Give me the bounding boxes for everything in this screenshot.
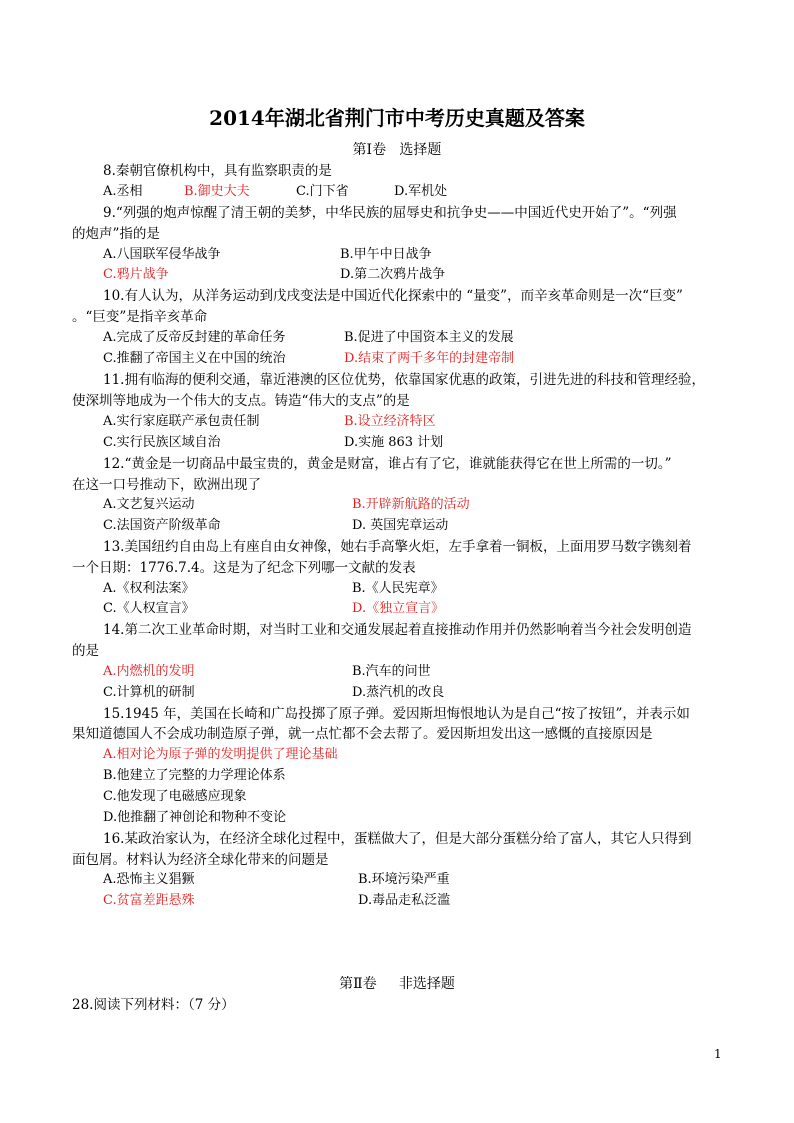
question-8-option-b: B.御史大夫 xyxy=(184,184,250,199)
question-13-option-b: B.《人民宪章》 xyxy=(352,581,444,596)
question-13-option-d: D.《独立宣言》 xyxy=(352,601,445,616)
question-11-option-c: C.实行民族区域自治 xyxy=(103,435,221,450)
question-14-option-c: C.计算机的研制 xyxy=(103,685,195,700)
question-14-option-d: D.蒸汽机的改良 xyxy=(352,685,445,700)
question-16-stem-cont: 面包屑。材料认为经济全球化带来的问题是 xyxy=(72,852,329,868)
page-number: 1 xyxy=(714,1047,722,1061)
question-16-option-d: D.毒品走私泛滥 xyxy=(358,893,451,908)
question-8-option-c: C.门下省 xyxy=(296,184,349,199)
question-15-option-a: A.相对论为原子弹的发明提供了理论基础 xyxy=(103,747,338,762)
question-14-option-a: A.内燃机的发明 xyxy=(103,664,195,679)
question-10-option-b: B.促进了中国资本主义的发展 xyxy=(344,330,514,345)
question-12-stem: 12.“黄金是一切商品中最宝贵的，黄金是财富，谁占有了它，谁就能获得它在世上所需的一切。” xyxy=(103,456,672,472)
section-heading-1: 第Ⅰ卷 选择题 xyxy=(352,142,442,158)
question-9-option-a: A.八国联军侵华战争 xyxy=(103,247,221,262)
question-9-option-b: B.甲午中日战争 xyxy=(340,247,432,262)
question-8-option-a: A.丞相 xyxy=(103,184,143,199)
question-12-stem-cont: 在这一口号推动下，欧洲出现了 xyxy=(72,477,261,493)
question-11-option-a: A.实行家庭联产承包责任制 xyxy=(103,414,260,429)
section-heading-2: 第Ⅱ卷 非选择题 xyxy=(339,976,455,992)
question-16-option-b: B.环境污染严重 xyxy=(358,872,450,887)
question-13-option-c: C.《人权宣言》 xyxy=(103,601,195,616)
question-11-stem-cont: 使深圳等地成为一个伟大的支点。铸造“伟大的支点”的是 xyxy=(72,393,410,409)
question-15-stem: 15.1945 年，美国在长崎和广岛投掷了原子弹。爱因斯坦悔恨地认为是自己“按了按钮”，并表示如 xyxy=(103,706,690,722)
question-15-stem-cont: 果知道德国人不会成功制造原子弹，就一点忙都不会去帮了。爱因斯坦发出这一感慨的直接原因是 xyxy=(72,726,653,742)
question-11-option-b: B.设立经济特区 xyxy=(344,414,436,429)
question-9-option-d: D.第二次鸦片战争 xyxy=(340,267,446,282)
question-15-option-c: C.他发现了电磁感应现象 xyxy=(103,789,247,804)
question-9-stem: 9.“列强的炮声惊醒了清王朝的美梦，中华民族的屈辱史和抗争史——中国近代史开始了”。“列强 xyxy=(103,205,677,221)
question-13-stem: 13.美国纽约自由岛上有座自由女神像，她右手高擎火炬，左手拿着一铜板，上面用罗马数字镌刻着 xyxy=(103,539,692,555)
question-28-stem: 28.阅读下列材料：（7 分） xyxy=(72,997,235,1013)
question-16-stem: 16.某政治家认为，在经济全球化过程中，蛋糕做大了，但是大部分蛋糕分给了富人，其它人只得到 xyxy=(103,831,692,847)
question-14-stem-cont: 的是 xyxy=(72,643,99,659)
question-14-stem: 14.第二次工业革命时期，对当时工业和交通发展起着直接推动作用并仍然影响着当今社会发明创造 xyxy=(103,622,692,638)
question-16-option-a: A.恐怖主义猖獗 xyxy=(103,872,195,887)
question-14-option-b: B.汽车的问世 xyxy=(352,664,431,679)
question-8-option-d: D.军机处 xyxy=(394,184,448,199)
question-13-option-a: A.《权利法案》 xyxy=(103,581,195,596)
question-12-option-c: C.法国资产阶级革命 xyxy=(103,518,221,533)
question-15-option-b: B.他建立了完整的力学理论体系 xyxy=(103,768,286,783)
question-8-stem: 8.秦朝官僚机构中，具有监察职责的是 xyxy=(103,163,332,179)
question-10-stem: 10.有人认为，从洋务运动到戊戌变法是中国近代化探索中的 “量变”，而辛亥革命则是一次“巨变” xyxy=(103,288,683,304)
question-9-option-c: C.鸦片战争 xyxy=(103,267,169,282)
document-title: 2014年湖北省荆门市中考历史真题及答案 xyxy=(209,106,585,130)
question-15-option-d: D.他推翻了神创论和物种不变论 xyxy=(103,810,287,825)
question-13-stem-cont: 一个日期：1776.7.4。这是为了纪念下列哪一文献的发表 xyxy=(72,560,416,576)
question-10-option-d: D.结束了两千多年的封建帝制 xyxy=(344,351,515,366)
question-12-option-d: D. 英国宪章运动 xyxy=(352,518,449,533)
question-11-option-d: D.实施 863 计划 xyxy=(344,435,444,450)
question-12-option-a: A.文艺复兴运动 xyxy=(103,497,195,512)
question-10-option-a: A.完成了反帝反封建的革命任务 xyxy=(103,330,286,345)
question-10-stem-cont: 。“巨变”是指辛亥革命 xyxy=(72,309,208,325)
question-12-option-b: B.开辟新航路的活动 xyxy=(352,497,470,512)
question-11-stem: 11.拥有临海的便利交通，靠近港澳的区位优势，依靠国家优惠的政策，引进先进的科技和管理经验， xyxy=(103,372,705,388)
question-10-option-c: C.推翻了帝国主义在中国的统治 xyxy=(103,351,286,366)
question-16-option-c: C.贫富差距悬殊 xyxy=(103,893,195,908)
question-9-stem-cont: 的炮声”指的是 xyxy=(72,226,160,242)
